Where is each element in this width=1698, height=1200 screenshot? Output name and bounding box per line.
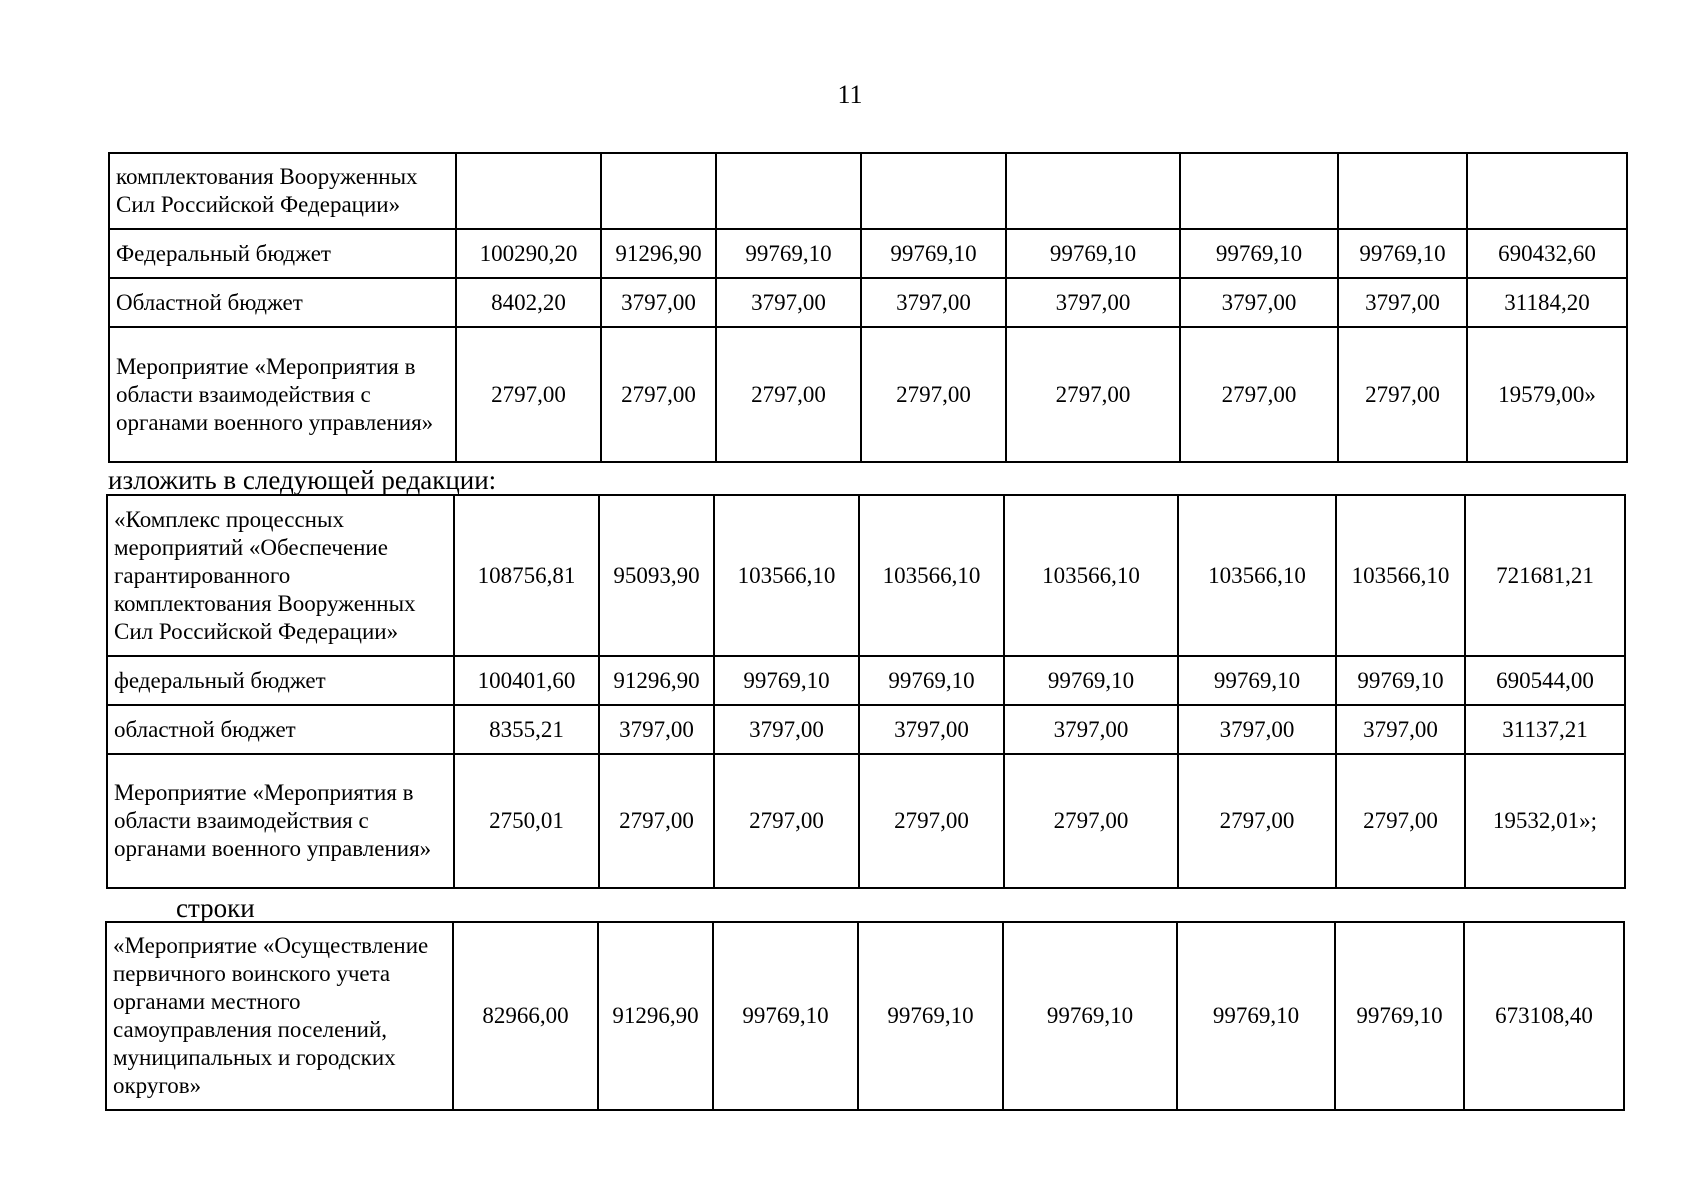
row-label: комплектования Вооруженных Сил Российской Федерации» — [109, 153, 456, 229]
instruction-text: строки — [176, 893, 255, 923]
table-cell: 99769,10 — [716, 229, 861, 278]
table-cell: 103566,10 — [1336, 495, 1465, 656]
table-row — [107, 754, 1625, 888]
table-row — [109, 327, 1627, 462]
table-cell: 2797,00 — [1004, 754, 1178, 888]
table-cell: 3797,00 — [1336, 705, 1465, 754]
table-cell: 100401,60 — [454, 656, 599, 705]
table-cell: 95093,90 — [599, 495, 714, 656]
table-row — [107, 495, 1625, 656]
row-label: федеральный бюджет — [107, 656, 454, 705]
table-row — [109, 278, 1627, 327]
row-label: «Комплекс процессных мероприятий «Обеспечение гарантированного комплектования Вооруженных Сил Российской Федерации» — [107, 495, 454, 656]
table-cell: 99769,10 — [858, 922, 1003, 1110]
table-cell: 99769,10 — [1006, 229, 1180, 278]
table-cell: 2797,00 — [716, 327, 861, 462]
table-cell: 2797,00 — [1178, 754, 1336, 888]
table-cell: 103566,10 — [714, 495, 859, 656]
table-cell: 673108,40 — [1464, 922, 1624, 1110]
row-label: Областной бюджет — [109, 278, 456, 327]
table-cell: 3797,00 — [1338, 278, 1467, 327]
table-cell: 2797,00 — [861, 327, 1006, 462]
table-cell — [1180, 153, 1338, 229]
table-cell: 3797,00 — [1180, 278, 1338, 327]
table-cell: 3797,00 — [714, 705, 859, 754]
table-row — [107, 705, 1625, 754]
table-cell: 3797,00 — [1178, 705, 1336, 754]
table-cell: 19532,01»; — [1465, 754, 1625, 888]
table-cell: 3797,00 — [1006, 278, 1180, 327]
table-cell: 99769,10 — [713, 922, 858, 1110]
table-cell — [1006, 153, 1180, 229]
table-cell: 103566,10 — [859, 495, 1004, 656]
table-cell: 721681,21 — [1465, 495, 1625, 656]
table-cell: 3797,00 — [716, 278, 861, 327]
table-cell: 99769,10 — [859, 656, 1004, 705]
row-label: Мероприятие «Мероприятия в области взаимодействия с органами военного управления» — [109, 327, 456, 462]
table-cell: 99769,10 — [1177, 922, 1335, 1110]
row-label: Мероприятие «Мероприятия в области взаимодействия с органами военного управления» — [107, 754, 454, 888]
table-cell: 2797,00 — [1180, 327, 1338, 462]
table-cell: 108756,81 — [454, 495, 599, 656]
table-cell — [716, 153, 861, 229]
table-cell: 3797,00 — [859, 705, 1004, 754]
table-cell: 99769,10 — [1003, 922, 1177, 1110]
table-cell: 2797,00 — [1336, 754, 1465, 888]
table-row — [106, 922, 1624, 1110]
table-cell: 690432,60 — [1467, 229, 1627, 278]
table-cell: 8402,20 — [456, 278, 601, 327]
table-cell: 99769,10 — [1335, 922, 1464, 1110]
instruction-text: изложить в следующей редакции: — [108, 465, 497, 495]
table-row — [109, 229, 1627, 278]
table-cell: 2797,00 — [456, 327, 601, 462]
table-cell: 103566,10 — [1004, 495, 1178, 656]
table-cell — [1338, 153, 1467, 229]
table-cell: 99769,10 — [714, 656, 859, 705]
table-cell — [456, 153, 601, 229]
table-cell: 2797,00 — [601, 327, 716, 462]
table-cell: 99769,10 — [1338, 229, 1467, 278]
table-cell: 99769,10 — [1004, 656, 1178, 705]
table-cell: 99769,10 — [1180, 229, 1338, 278]
funding-table-old — [108, 152, 1628, 463]
table-cell: 2797,00 — [1338, 327, 1467, 462]
row-label: «Мероприятие «Осуществление первичного воинского учета органами местного самоуправления поселений, муниципальных и городских округов» — [106, 922, 453, 1110]
table-cell — [1467, 153, 1627, 229]
table-cell: 82966,00 — [453, 922, 598, 1110]
table-cell: 3797,00 — [1004, 705, 1178, 754]
table-cell: 91296,90 — [601, 229, 716, 278]
table-row — [107, 656, 1625, 705]
table-cell: 3797,00 — [599, 705, 714, 754]
table-cell: 100290,20 — [456, 229, 601, 278]
table-cell: 91296,90 — [598, 922, 713, 1110]
table-cell: 2797,00 — [599, 754, 714, 888]
table-cell: 3797,00 — [861, 278, 1006, 327]
row-label: Федеральный бюджет — [109, 229, 456, 278]
funding-table-lines — [105, 921, 1625, 1111]
table-cell: 99769,10 — [861, 229, 1006, 278]
table-cell — [601, 153, 716, 229]
table-cell: 103566,10 — [1178, 495, 1336, 656]
table-cell: 2797,00 — [714, 754, 859, 888]
table-cell — [861, 153, 1006, 229]
table-cell: 2797,00 — [1006, 327, 1180, 462]
table-cell: 99769,10 — [1178, 656, 1336, 705]
table-cell: 2750,01 — [454, 754, 599, 888]
row-label: областной бюджет — [107, 705, 454, 754]
table-cell: 2797,00 — [859, 754, 1004, 888]
table-row — [109, 153, 1627, 229]
page-number: 11 — [837, 80, 863, 109]
table-cell: 99769,10 — [1336, 656, 1465, 705]
table-cell: 91296,90 — [599, 656, 714, 705]
table-cell: 31184,20 — [1467, 278, 1627, 327]
table-cell: 8355,21 — [454, 705, 599, 754]
table-cell: 31137,21 — [1465, 705, 1625, 754]
funding-table-new — [106, 494, 1626, 889]
table-cell: 19579,00» — [1467, 327, 1627, 462]
table-cell: 3797,00 — [601, 278, 716, 327]
table-cell: 690544,00 — [1465, 656, 1625, 705]
